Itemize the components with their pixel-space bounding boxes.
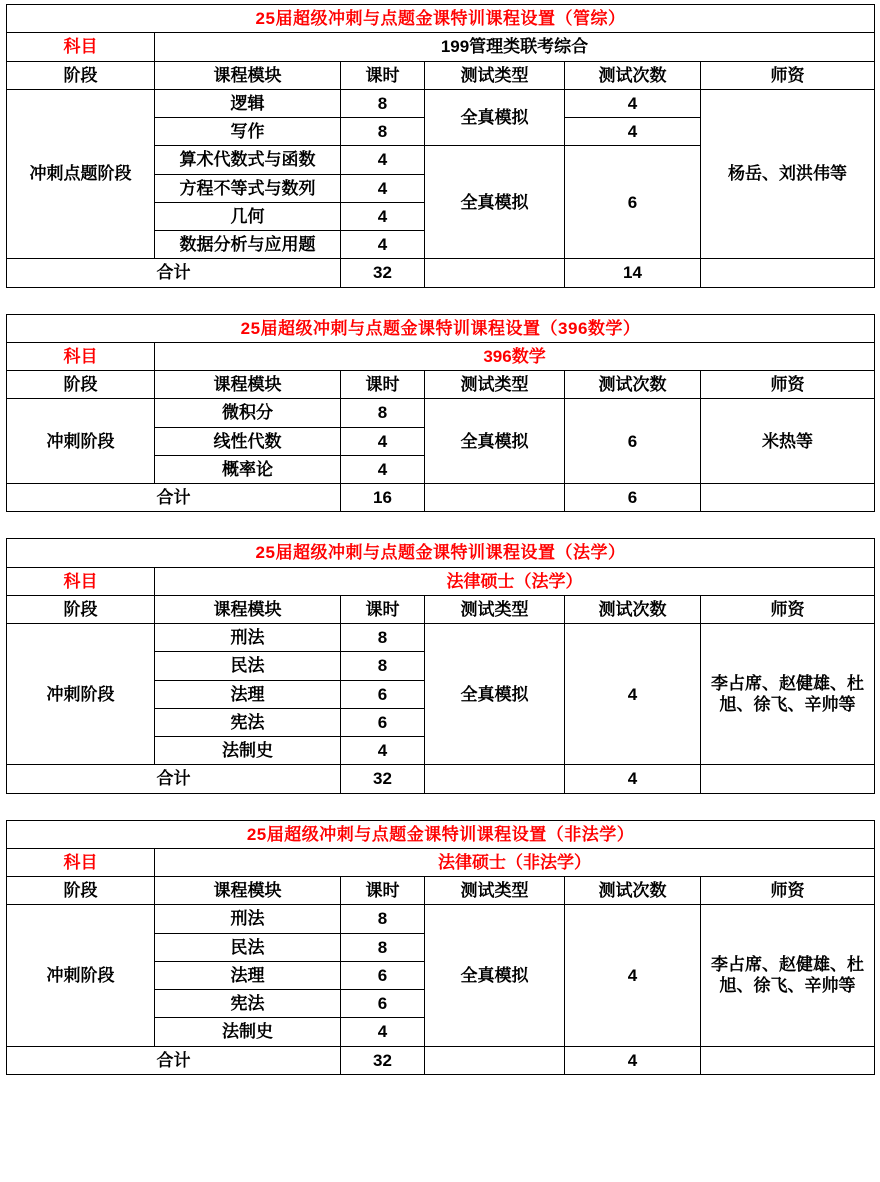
column-header-teacher: 师资 [701, 371, 875, 399]
subject-label: 科目 [7, 567, 155, 595]
subject-label: 科目 [7, 848, 155, 876]
column-header-row [7, 595, 875, 623]
total-empty-cell [425, 1046, 565, 1074]
module-cell: 逻辑 [155, 89, 341, 117]
column-header-hours: 课时 [341, 877, 425, 905]
total-empty-cell-2 [701, 259, 875, 287]
table-title: 25届超级冲刺与点题金课特训课程设置（法学） [7, 539, 875, 567]
module-cell: 算术代数式与函数 [155, 146, 341, 174]
column-header-teacher: 师资 [701, 61, 875, 89]
table-title: 25届超级冲刺与点题金课特训课程设置（非法学） [7, 820, 875, 848]
table-row [7, 624, 875, 652]
test-count-cell: 4 [565, 624, 701, 765]
hours-cell: 4 [341, 202, 425, 230]
hours-cell: 4 [341, 146, 425, 174]
course-tables-container [6, 4, 874, 1075]
course-table [6, 538, 875, 793]
column-header-module: 课程模块 [155, 877, 341, 905]
hours-cell: 8 [341, 118, 425, 146]
hours-cell: 8 [341, 89, 425, 117]
total-hours: 32 [341, 259, 425, 287]
hours-cell: 8 [341, 905, 425, 933]
hours-cell: 6 [341, 708, 425, 736]
total-hours: 16 [341, 484, 425, 512]
table-title-row [7, 314, 875, 342]
teacher-cell: 杨岳、刘洪伟等 [701, 89, 875, 259]
total-row [7, 765, 875, 793]
column-header-teacher: 师资 [701, 877, 875, 905]
module-cell: 几何 [155, 202, 341, 230]
hours-cell: 8 [341, 399, 425, 427]
test-type-cell: 全真模拟 [425, 399, 565, 484]
column-header-hours: 课时 [341, 371, 425, 399]
table-row [7, 905, 875, 933]
total-count: 6 [565, 484, 701, 512]
column-header-test-count: 测试次数 [565, 595, 701, 623]
total-row [7, 484, 875, 512]
module-cell: 法制史 [155, 1018, 341, 1046]
subject-value: 法律硕士（非法学） [155, 848, 875, 876]
total-label: 合计 [7, 484, 341, 512]
module-cell: 民法 [155, 933, 341, 961]
module-cell: 法理 [155, 680, 341, 708]
test-type-cell: 全真模拟 [425, 146, 565, 259]
subject-row [7, 848, 875, 876]
stage-cell: 冲刺阶段 [7, 399, 155, 484]
table-title: 25届超级冲刺与点题金课特训课程设置（396数学） [7, 314, 875, 342]
module-cell: 微积分 [155, 399, 341, 427]
test-count-cell: 4 [565, 89, 701, 117]
column-header-stage: 阶段 [7, 61, 155, 89]
subject-value: 法律硕士（法学） [155, 567, 875, 595]
subject-row [7, 567, 875, 595]
total-empty-cell-2 [701, 484, 875, 512]
hours-cell: 4 [341, 737, 425, 765]
module-cell: 概率论 [155, 455, 341, 483]
test-count-cell: 6 [565, 399, 701, 484]
module-cell: 线性代数 [155, 427, 341, 455]
teacher-cell: 李占席、赵健雄、杜旭、徐飞、辛帅等 [701, 624, 875, 765]
total-label: 合计 [7, 765, 341, 793]
subject-value: 396数学 [155, 342, 875, 370]
hours-cell: 8 [341, 624, 425, 652]
teacher-cell: 米热等 [701, 399, 875, 484]
test-type-cell: 全真模拟 [425, 905, 565, 1046]
module-cell: 宪法 [155, 708, 341, 736]
test-count-cell: 4 [565, 118, 701, 146]
module-cell: 写作 [155, 118, 341, 146]
teacher-cell: 李占席、赵健雄、杜旭、徐飞、辛帅等 [701, 905, 875, 1046]
column-header-module: 课程模块 [155, 595, 341, 623]
module-cell: 法制史 [155, 737, 341, 765]
subject-row [7, 342, 875, 370]
subject-label: 科目 [7, 33, 155, 61]
column-header-row [7, 61, 875, 89]
test-type-cell: 全真模拟 [425, 89, 565, 146]
column-header-test-type: 测试类型 [425, 595, 565, 623]
total-count: 4 [565, 765, 701, 793]
module-cell: 法理 [155, 961, 341, 989]
hours-cell: 6 [341, 990, 425, 1018]
hours-cell: 8 [341, 652, 425, 680]
column-header-row [7, 371, 875, 399]
hours-cell: 6 [341, 680, 425, 708]
module-cell: 民法 [155, 652, 341, 680]
module-cell: 宪法 [155, 990, 341, 1018]
column-header-stage: 阶段 [7, 877, 155, 905]
column-header-stage: 阶段 [7, 371, 155, 399]
stage-cell: 冲刺点题阶段 [7, 89, 155, 259]
hours-cell: 6 [341, 961, 425, 989]
hours-cell: 4 [341, 1018, 425, 1046]
column-header-module: 课程模块 [155, 371, 341, 399]
hours-cell: 4 [341, 455, 425, 483]
table-title-row [7, 539, 875, 567]
hours-cell: 8 [341, 933, 425, 961]
course-table [6, 820, 875, 1075]
column-header-test-type: 测试类型 [425, 877, 565, 905]
total-row [7, 259, 875, 287]
column-header-test-type: 测试类型 [425, 61, 565, 89]
total-empty-cell [425, 765, 565, 793]
column-header-module: 课程模块 [155, 61, 341, 89]
column-header-stage: 阶段 [7, 595, 155, 623]
total-empty-cell [425, 259, 565, 287]
module-cell: 数据分析与应用题 [155, 231, 341, 259]
stage-cell: 冲刺阶段 [7, 624, 155, 765]
course-table [6, 4, 875, 288]
module-cell: 刑法 [155, 905, 341, 933]
table-title-row [7, 5, 875, 33]
column-header-test-count: 测试次数 [565, 61, 701, 89]
column-header-hours: 课时 [341, 61, 425, 89]
subject-row [7, 33, 875, 61]
column-header-hours: 课时 [341, 595, 425, 623]
test-count-cell: 6 [565, 146, 701, 259]
course-table [6, 314, 875, 513]
hours-cell: 4 [341, 174, 425, 202]
module-cell: 方程不等式与数列 [155, 174, 341, 202]
table-title: 25届超级冲刺与点题金课特训课程设置（管综） [7, 5, 875, 33]
total-label: 合计 [7, 1046, 341, 1074]
column-header-test-type: 测试类型 [425, 371, 565, 399]
total-label: 合计 [7, 259, 341, 287]
column-header-test-count: 测试次数 [565, 371, 701, 399]
table-title-row [7, 820, 875, 848]
column-header-row [7, 877, 875, 905]
total-hours: 32 [341, 1046, 425, 1074]
hours-cell: 4 [341, 427, 425, 455]
total-empty-cell-2 [701, 1046, 875, 1074]
column-header-test-count: 测试次数 [565, 877, 701, 905]
total-count: 14 [565, 259, 701, 287]
table-row [7, 399, 875, 427]
table-row [7, 89, 875, 117]
total-empty-cell [425, 484, 565, 512]
total-row [7, 1046, 875, 1074]
total-hours: 32 [341, 765, 425, 793]
total-count: 4 [565, 1046, 701, 1074]
subject-label: 科目 [7, 342, 155, 370]
column-header-teacher: 师资 [701, 595, 875, 623]
total-empty-cell-2 [701, 765, 875, 793]
subject-value: 199管理类联考综合 [155, 33, 875, 61]
module-cell: 刑法 [155, 624, 341, 652]
hours-cell: 4 [341, 231, 425, 259]
test-type-cell: 全真模拟 [425, 624, 565, 765]
test-count-cell: 4 [565, 905, 701, 1046]
stage-cell: 冲刺阶段 [7, 905, 155, 1046]
